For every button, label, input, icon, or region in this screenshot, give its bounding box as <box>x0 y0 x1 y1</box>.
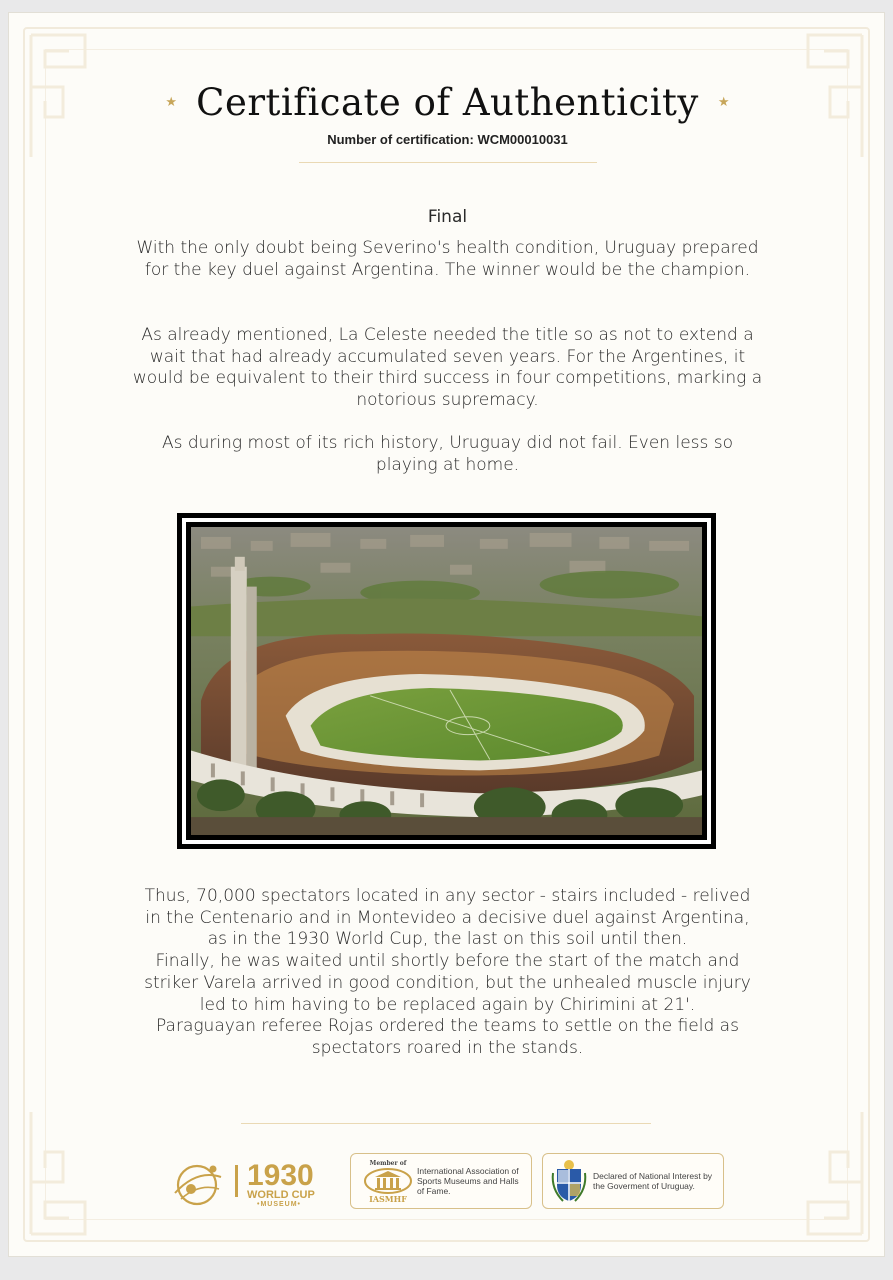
closing-line: Thus, 70,000 spectators located in any sector - stairs included - relived <box>144 886 751 906</box>
national-interest-description: Declared of National Interest by the Goverment of Uruguay. <box>593 1171 713 1191</box>
world-cup-museum-logo <box>169 1155 329 1213</box>
photo-frame-inner <box>186 522 707 840</box>
paragraph-text: With the only doubt being Severino's health condition, Uruguay prepared for the key duel against Argentina. The winner would be the champion. <box>136 238 759 280</box>
closing-line: Finally, he was waited until shortly before the start of the match and <box>155 951 740 972</box>
story-paragraph-2 <box>129 325 766 412</box>
museum-line-2: •MUSEUM• <box>257 1201 302 1208</box>
closing-paragraph <box>119 886 776 1060</box>
museum-logo-divider <box>235 1165 238 1197</box>
star-icon: ★ <box>717 95 730 110</box>
closing-line: led to him having to be replaced again by Chirimini at 21'. <box>199 994 696 1015</box>
story-paragraph-1 <box>129 238 766 281</box>
uruguay-coat-of-arms-icon <box>549 1159 589 1203</box>
closing-line: Paraguayan referee Rojas ordered the teams to settle on the field as <box>156 1016 739 1037</box>
photo-frame-white-ring <box>182 518 711 844</box>
iasmhf-description: International Association of Sports Museums and Halls of Fame. <box>417 1166 519 1196</box>
iasmhf-badge <box>350 1153 532 1209</box>
museum-line-1: WORLD CUP <box>247 1189 315 1201</box>
museum-year: 1930 <box>247 1159 314 1192</box>
closing-line: spectators roared in the stands. <box>311 1037 584 1058</box>
iasmhf-acronym: IASMHF <box>369 1194 407 1204</box>
football-globe-icon <box>169 1159 225 1209</box>
star-icon: ★ <box>165 95 178 110</box>
footer-logos <box>9 1151 885 1215</box>
certificate-page <box>8 12 885 1257</box>
national-interest-badge <box>542 1153 724 1209</box>
closing-line: striker Varela arrived in good condition, but the unhealed muscle injury <box>144 972 751 993</box>
stadium-photo <box>191 527 702 835</box>
certification-number: Number of certification: WCM00010031 <box>327 132 568 147</box>
footer-divider <box>241 1123 651 1124</box>
closing-line: as in the 1930 World Cup, the last on this soil until then. <box>207 929 688 950</box>
member-of-label: Member of <box>369 1160 407 1167</box>
certificate-title: Certificate of Authenticity <box>196 81 699 124</box>
section-heading: Final <box>427 207 468 227</box>
paragraph-text: As during most of its rich history, Uruguay did not fail. Even less so playing at home. <box>161 433 734 475</box>
temple-icon <box>363 1167 413 1195</box>
paragraph-text: As already mentioned, La Celeste needed the title so as not to extend a wait that had already accumulated seven years. For the Argentines, it would be equivalent to their third success in four competitions, marking a notorious supremacy. <box>132 325 763 411</box>
photo-frame <box>177 513 716 849</box>
closing-line: in the Centenario and in Montevideo a decisive duel against Argentina, <box>145 907 750 928</box>
header-divider <box>299 162 597 163</box>
title-row <box>9 81 885 124</box>
story-paragraph-3 <box>129 433 766 476</box>
